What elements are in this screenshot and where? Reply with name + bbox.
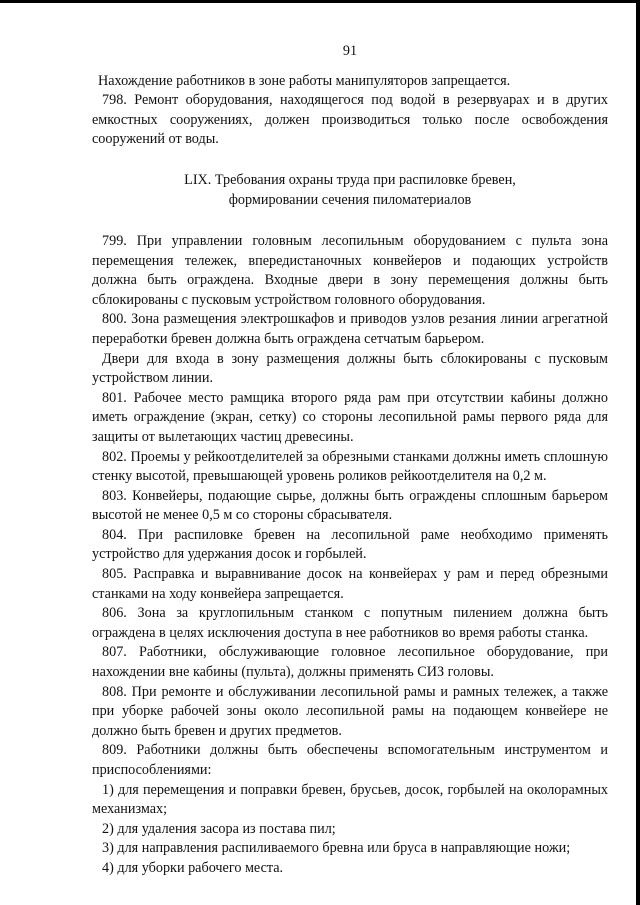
list-item: 3) для направления распиливаемого бревна или бруса в направляющие ножи; [102, 840, 571, 857]
scan-border-top [0, 0, 640, 3]
paragraph-800: 800. Зона размещения электрошкафов и приводов узлов резания линии агрегатной переработки бревен должна быть ограждена сетчатым барьером. [92, 311, 608, 347]
page-number: 91 [342, 43, 358, 59]
paragraph-806: 806. Зона за круглопильным станком с попутным пилением должна быть ограждена в целях исключения доступа в нее работников во время работы станка. [92, 605, 608, 641]
paragraph-798: 798. Ремонт оборудования, находящегося под водой в резервуарах и в других емкостных сооружениях, должен производиться только после освобождения сооружений от воды. [92, 92, 608, 148]
list-item: 4) для уборки рабочего места. [102, 859, 284, 876]
section-title-line-1: LIX. Требования охраны труда при распиловке бревен, [184, 171, 516, 188]
list-item: 2) для удаления засора из постава пил; [102, 820, 336, 837]
paragraph-803: 803. Конвейеры, подающие сырье, должны быть ограждены сплошным барьером высотой не менее 0,5 м со стороны сбрасывателя. [92, 487, 608, 524]
section-heading [92, 170, 608, 210]
paragraph-808: 808. При ремонте и обслуживании лесопильной рамы и рамных тележек, а также при уборке рабочей зоны около лесопильной рамы на подающем конвейере не должно быть бревен и других предметов. [92, 683, 608, 739]
paragraph-800-doors: Двери для входа в зону размещения должны быть сблокированы с пусковым устройством линии. [92, 350, 608, 387]
scan-border-right [636, 0, 640, 905]
paragraph-799: 799. При управлении головным лесопильным оборудованием с пульта зона перемещения тележек, впередистаночных конвейеров и подающих устройств должна быть ограждена. Входные двери в зону перемещения должны быть сблокированы с пусковым устройством головного оборудования. [92, 232, 608, 308]
opening-line: Нахождение работников в зоне работы манипуляторов запрещается. [98, 72, 511, 89]
paragraph-804: 804. При распиловке бревен на лесопильной раме необходимо применять устройство для удержания досок и горбылей. [92, 526, 608, 563]
document-page [92, 42, 608, 879]
list-item: 1) для перемещения и поправки бревен, брусьев, досок, горбылей на околорамных механизмах; [92, 781, 608, 818]
paragraph-801: 801. Рабочее место рамщика второго ряда рам при отсутствии кабины должно иметь ограждение (экран, сетку) со стороны лесопильной рамы первого ряда для защиты от вылетающих частиц древесины. [92, 389, 608, 445]
paragraph-807: 807. Работники, обслуживающие головное лесопильное оборудование, при нахождении вне кабины (пульта), должны применять СИЗ головы. [92, 644, 608, 681]
paragraph-802: 802. Проемы у рейкоотделителей за обрезными станками должны иметь сплошную стенку высотой, превышающей уровень роликов рейкоотделителя на 0,2 м. [92, 448, 608, 485]
paragraph-805: 805. Расправка и выравнивание досок на конвейерах у рам и перед обрезными станками на ходу конвейера запрещается. [92, 566, 608, 602]
paragraph-809: 809. Работники должны быть обеспечены вспомогательным инструментом и приспособлениями: [92, 742, 608, 778]
section-title-line-2: формировании сечения пиломатериалов [228, 191, 472, 208]
